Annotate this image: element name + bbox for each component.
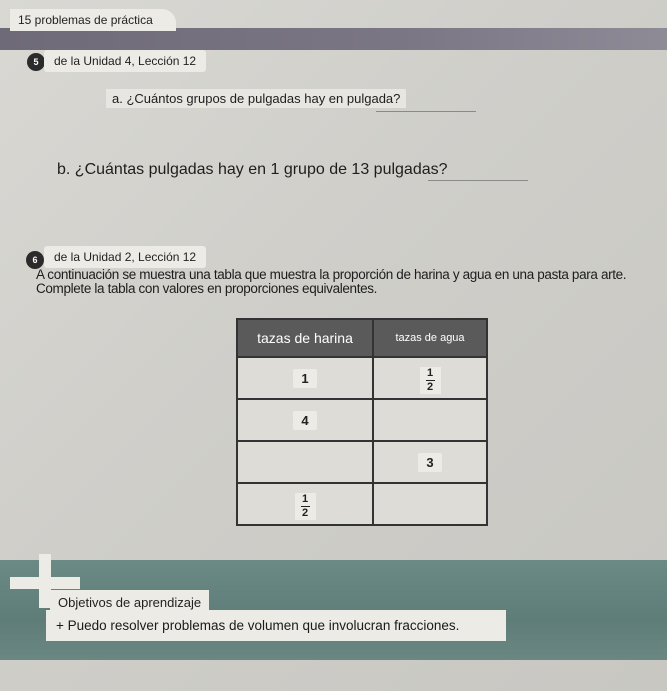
objectives-label: Objetivos de aprendizaje [50,590,209,615]
header-flour: tazas de harina [237,319,373,357]
cell-water-3: 3 [373,441,487,483]
answer-line-a[interactable] [376,111,476,112]
plus-icon-bar [10,577,80,589]
cell-flour-1: 1 [237,357,373,399]
fraction-one-half: $\frac{1}{2}$ [295,493,316,520]
cell-flour-4 [237,483,373,525]
problem-6-source: de la Unidad 2, Lección 12 [44,246,206,268]
header-band [0,28,667,50]
cell-flour-2: 4 [237,399,373,441]
problem-5-part-a: a. ¿Cuántos grupos de pulgadas hay en pulgada? [106,89,406,108]
problem-6-instructions: A continuación se muestra una tabla que muestra la proporción de harina y agua en una pasta para arte. Complete la tabla con valores en proporciones equivalentes. [36,267,627,296]
cell-water-4-blank[interactable] [373,483,487,525]
answer-line-b[interactable] [428,180,528,181]
problem-5-part-b: b. ¿Cuántas pulgadas hay en 1 grupo de 13 pulgadas? [57,161,448,178]
objective-item: + Puedo resolver problemas de volumen que involucran fracciones. [46,610,506,641]
problem-5-source: de la Unidad 4, Lección 12 [44,50,206,72]
cell-flour-3-blank[interactable] [237,441,373,483]
cell-water-1 [373,357,487,399]
header-water: tazas de agua [373,319,487,357]
ratio-table [236,318,488,526]
fraction-one-half: $\frac{1}{2}$ [420,367,441,394]
problem-6-badge: 6 [26,251,44,269]
cell-water-2-blank[interactable] [373,399,487,441]
problem-5-badge: 5 [27,53,45,71]
page-title: 15 problemas de práctica [10,9,176,31]
